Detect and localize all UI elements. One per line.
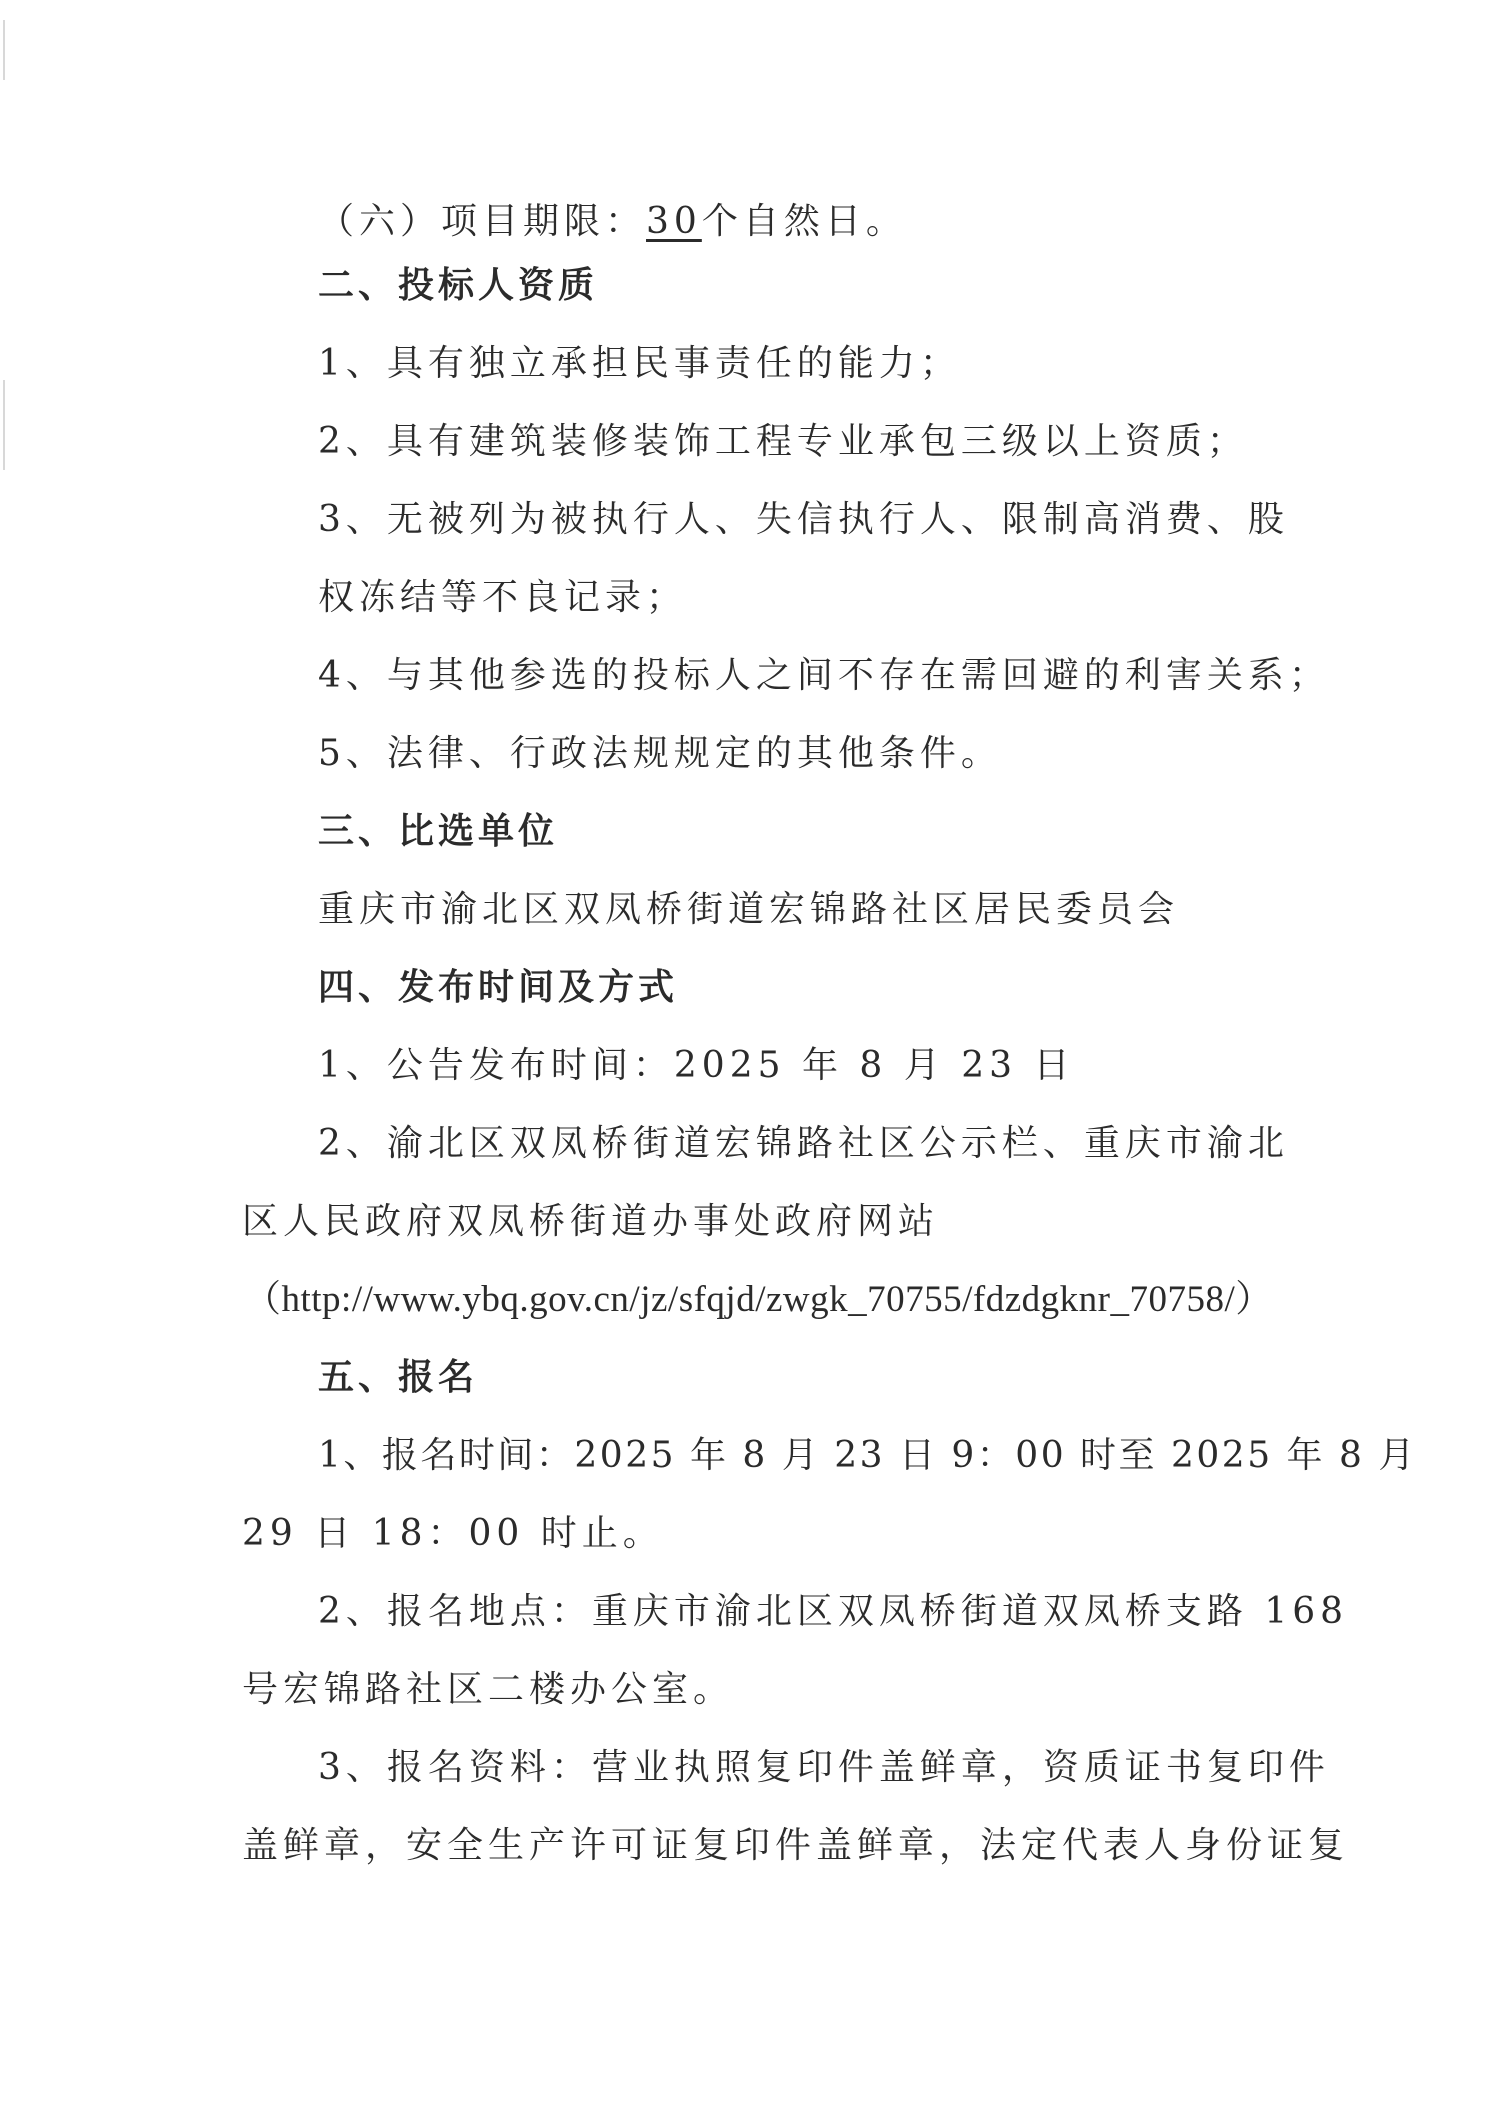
- qualification-item-4: 4、与其他参选的投标人之间不存在需回避的利害关系；: [318, 655, 1330, 696]
- qualification-item-3-line-2: 权冻结等不良记录；: [318, 577, 688, 618]
- publish-item-2-line-2: 区人民政府双凤桥街道办事处政府网站: [242, 1201, 940, 1242]
- registration-item-2-line-2: 号宏锦路社区二楼办公室。: [242, 1669, 735, 1710]
- section-heading-selection-unit: 三、比选单位: [318, 811, 559, 852]
- project-duration-label: （六）项目期限：: [318, 201, 647, 242]
- registration-item-3-line-2: 盖鲜章，安全生产许可证复印件盖鲜章，法定代表人身份证复: [242, 1825, 1350, 1866]
- publish-item-2-line-1: 2、渝北区双凤桥街道宏锦路社区公示栏、重庆市渝北: [318, 1123, 1289, 1164]
- publish-website-url: （http://www.ybq.gov.cn/jz/sfqjd/zwgk_70755/fdzdgknr_70758/）: [244, 1279, 1273, 1320]
- qualification-item-5: 5、法律、行政法规规定的其他条件。: [318, 733, 1002, 774]
- qualification-item-3-line-1: 3、无被列为被执行人、失信执行人、限制高消费、股: [318, 499, 1289, 540]
- publish-item-1: 1、公告发布时间：2025 年 8 月 23 日: [318, 1045, 1075, 1086]
- scan-edge-mark-middle: [3, 380, 5, 470]
- section-heading-publish-time: 四、发布时间及方式: [318, 967, 679, 1008]
- project-duration-value: 30: [646, 201, 702, 242]
- qualification-item-2: 2、具有建筑装修装饰工程专业承包三级以上资质；: [318, 421, 1248, 462]
- registration-item-3-line-1: 3、报名资料：营业执照复印件盖鲜章，资质证书复印件: [318, 1747, 1330, 1788]
- project-duration-line: [318, 200, 907, 244]
- section-heading-registration: 五、报名: [318, 1357, 479, 1398]
- registration-item-2-line-1: 2、报名地点：重庆市渝北区双凤桥街道双凤桥支路 168: [318, 1591, 1349, 1632]
- scan-edge-mark-top: [3, 20, 5, 80]
- registration-item-1-line-1: 1、报名时间：2025 年 8 月 23 日 9：00 时至 2025 年 8 月: [318, 1435, 1417, 1476]
- section-heading-bidder-qualification: 二、投标人资质: [318, 265, 599, 306]
- selection-unit-name: 重庆市渝北区双凤桥街道宏锦路社区居民委员会: [318, 889, 1180, 930]
- project-duration-suffix: 个自然日。: [701, 201, 907, 242]
- registration-item-1-line-2: 29 日 18：00 时止。: [242, 1513, 664, 1554]
- qualification-item-1: 1、具有独立承担民事责任的能力；: [318, 343, 961, 384]
